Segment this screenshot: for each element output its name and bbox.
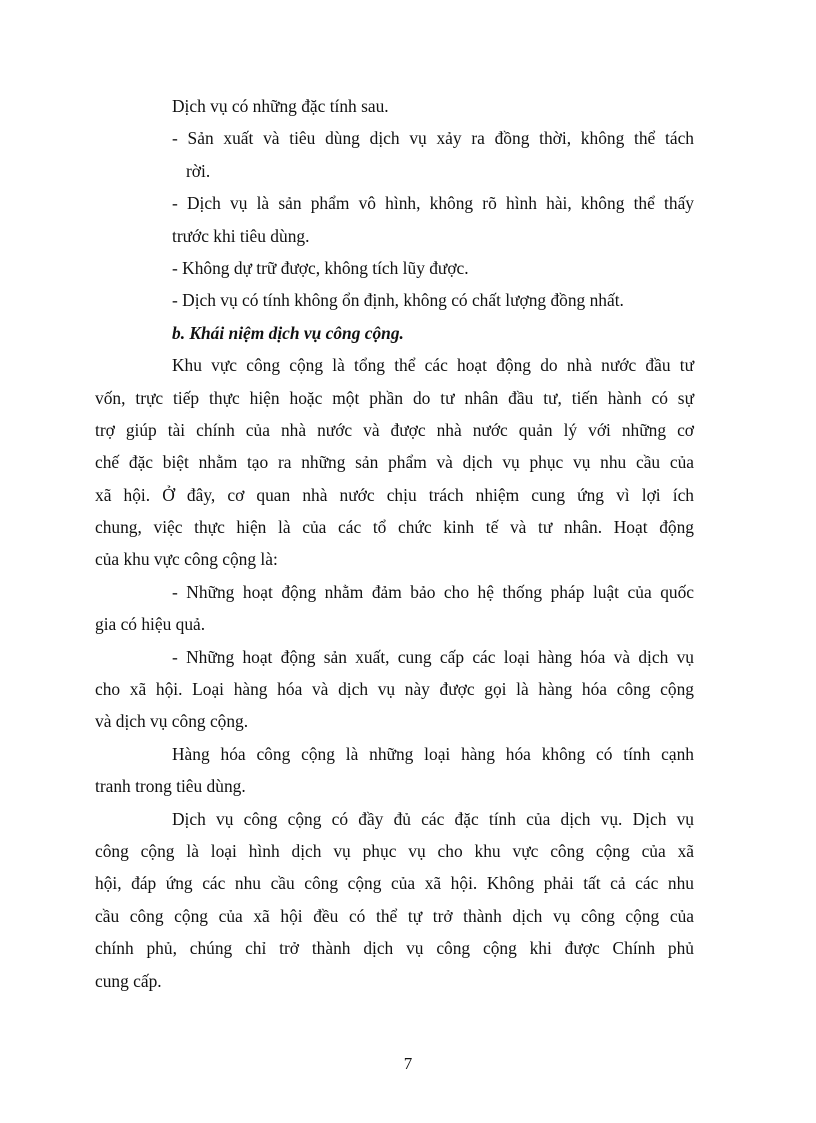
text-line: chính phủ, chúng chỉ trở thành dịch vụ công cộng khi được Chính phủ bbox=[95, 938, 694, 959]
bullet-line: - Không dự trữ được, không tích lũy được. bbox=[172, 257, 469, 278]
text-line: rời. bbox=[186, 160, 211, 181]
bullet-line: - Những hoạt động nhằm đảm bảo cho hệ thống pháp luật của quốc bbox=[172, 581, 694, 602]
text-line: hội, đáp ứng các nhu cầu công cộng của xã hội. Không phải tất cả các nhu bbox=[95, 873, 694, 894]
text-line: chung, việc thực hiện là của các tổ chức kinh tế và tư nhân. Hoạt động bbox=[95, 517, 694, 538]
text-line: và dịch vụ công cộng. bbox=[95, 711, 249, 732]
paragraph-first-line: Hàng hóa công cộng là những loại hàng hóa không có tính cạnh bbox=[172, 743, 694, 764]
bullet-line: - Dịch vụ có tính không ổn định, không có chất lượng đồng nhất. bbox=[172, 290, 624, 311]
paragraph-first-line: Khu vực công cộng là tổng thể các hoạt động do nhà nước đầu tư bbox=[172, 355, 694, 376]
text-line: xã hội. Ở đây, cơ quan nhà nước chịu trách nhiệm cung ứng vì lợi ích bbox=[95, 484, 694, 505]
text-line: trước khi tiêu dùng. bbox=[172, 225, 310, 246]
text-line: cung cấp. bbox=[95, 970, 162, 991]
document-body bbox=[95, 90, 694, 997]
page-number: 7 bbox=[403, 1054, 413, 1073]
text-line: cầu công cộng của xã hội đều có thể tự trở thành dịch vụ công cộng của bbox=[95, 905, 694, 926]
text-line: của khu vực công cộng là: bbox=[95, 549, 278, 570]
text-line: trợ giúp tài chính của nhà nước và được nhà nước quản lý với những cơ bbox=[95, 419, 694, 440]
text-line: cho xã hội. Loại hàng hóa và dịch vụ này được gọi là hàng hóa công cộng bbox=[95, 679, 694, 700]
paragraph-first-line: Dịch vụ công cộng có đầy đủ các đặc tính của dịch vụ. Dịch vụ bbox=[172, 808, 694, 829]
text-line: vốn, trực tiếp thực hiện hoặc một phần do tư nhân đầu tư, tiến hành có sự bbox=[95, 387, 694, 408]
section-heading: b. Khái niệm dịch vụ công cộng. bbox=[172, 322, 404, 343]
text-line: công cộng là loại hình dịch vụ phục vụ cho khu vực công cộng của xã bbox=[95, 840, 694, 861]
bullet-line: - Dịch vụ là sản phẩm vô hình, không rõ hình hài, không thể thấy bbox=[172, 193, 694, 214]
bullet-line: - Sản xuất và tiêu dùng dịch vụ xảy ra đồng thời, không thể tách bbox=[172, 128, 694, 149]
text-line: Dịch vụ có những đặc tính sau. bbox=[172, 96, 389, 116]
text-line: tranh trong tiêu dùng. bbox=[95, 776, 246, 797]
text-line: gia có hiệu quả. bbox=[95, 614, 206, 635]
bullet-line: - Những hoạt động sản xuất, cung cấp các loại hàng hóa và dịch vụ bbox=[172, 646, 694, 667]
text-line: chế đặc biệt nhằm tạo ra những sản phẩm và dịch vụ phục vụ nhu cầu của bbox=[95, 452, 694, 473]
